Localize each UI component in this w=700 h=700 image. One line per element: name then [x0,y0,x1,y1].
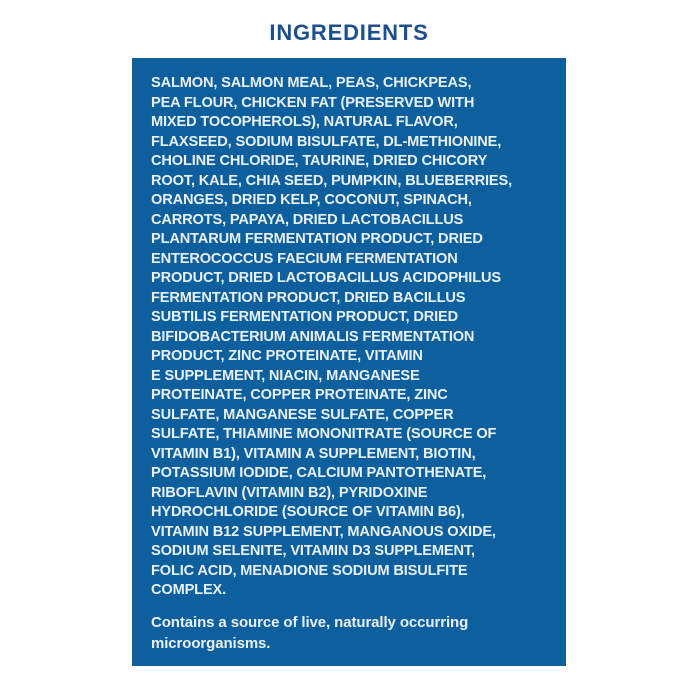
ingredients-list [151,74,556,601]
ingredients-line: COMPLEX. [151,582,227,598]
ingredients-line: HYDROCHLORIDE (SOURCE OF VITAMIN B6), [151,504,465,520]
ingredients-line: PRODUCT, DRIED LACTOBACILLUS ACIDOPHILUS [151,270,501,286]
ingredients-line: POTASSIUM IODIDE, CALCIUM PANTOTHENATE, [151,465,487,481]
ingredients-line: SUBTILIS FERMENTATION PRODUCT, DRIED [151,309,459,325]
ingredients-line: SULFATE, THIAMINE MONONITRATE (SOURCE OF [151,426,497,442]
ingredients-line: FERMENTATION PRODUCT, DRIED BACILLUS [151,289,466,306]
ingredients-line: FLAXSEED, SODIUM BISULFATE, DL-METHIONINE, [151,133,502,150]
ingredients-line: FOLIC ACID, MENADIONE SODIUM BISULFITE [151,562,468,579]
page-title: INGREDIENTS [269,20,429,45]
note-line: microorganisms. [151,635,271,652]
ingredients-line: VITAMIN B1), VITAMIN A SUPPLEMENT, BIOTIN, [151,445,476,462]
ingredients-line: RIBOFLAVIN (VITAMIN B2), PYRIDOXINE [151,484,428,501]
ingredients-line: PROTEINATE, COPPER PROTEINATE, ZINC [151,387,448,403]
ingredients-line: SULFATE, MANGANESE SULFATE, COPPER [151,406,454,423]
ingredients-line: MIXED TOCOPHEROLS), NATURAL FLAVOR, [151,114,458,130]
microorganisms-note [151,612,556,655]
ingredients-line: ROOT, KALE, CHIA SEED, PUMPKIN, BLUEBERRIES, [151,172,512,189]
ingredients-line: PLANTARUM FERMENTATION PRODUCT, DRIED [151,231,483,247]
note-line: Contains a source of live, naturally occurring [151,613,469,631]
ingredients-line: CARROTS, PAPAYA, DRIED LACTOBACILLUS [151,211,464,228]
ingredients-line: ENTEROCOCCUS FAECIUM FERMENTATION [151,250,458,267]
ingredients-line: BIFIDOBACTERIUM ANIMALIS FERMENTATION [151,328,475,345]
ingredients-line: SODIUM SELENITE, VITAMIN D3 SUPPLEMENT, [151,543,475,559]
ingredients-line: VITAMIN B12 SUPPLEMENT, MANGANOUS OXIDE, [151,523,496,540]
ingredients-line: ORANGES, DRIED KELP, COCONUT, SPINACH, [151,192,472,208]
ingredients-line: E SUPPLEMENT, NIACIN, MANGANESE [151,367,420,384]
ingredients-panel [132,58,566,666]
ingredients-line: PEA FLOUR, CHICKEN FAT (PRESERVED WITH [151,94,475,111]
ingredients-line: CHOLINE CHLORIDE, TAURINE, DRIED CHICORY [151,153,488,169]
ingredients-line: SALMON, SALMON MEAL, PEAS, CHICKPEAS, [151,75,472,91]
ingredients-line: PRODUCT, ZINC PROTEINATE, VITAMIN [151,348,423,364]
